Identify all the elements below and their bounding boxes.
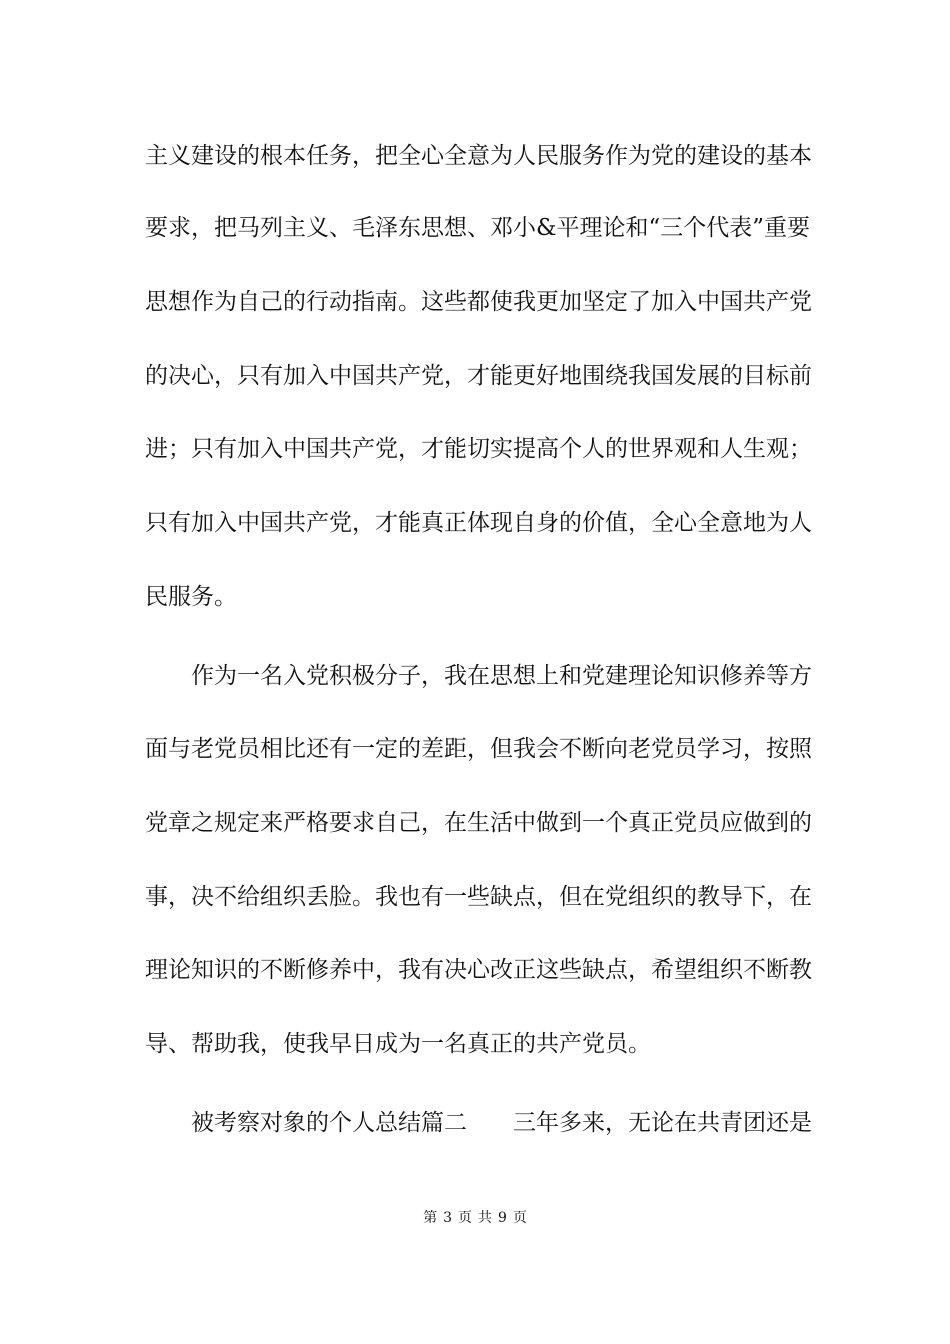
text-line: 民服务。 bbox=[145, 584, 237, 610]
text-line: 事，决不给组织丢脸。我也有一些缺点，但在党组织的教导下，在 bbox=[145, 884, 812, 910]
page-footer bbox=[0, 1208, 950, 1228]
text-line: 进；只有加入中国共产党，才能切实提高个人的世界观和人生观； bbox=[145, 436, 812, 462]
text-line: 要求，把马列主义、毛泽东思想、邓小&平理论和“三个代表”重要 bbox=[145, 215, 810, 241]
text-line: 主义建设的根本任务，把全心全意为人民服务作为党的建设的基本 bbox=[145, 143, 812, 169]
text-line: 作为一名入党积极分子，我在思想上和党建理论知识修养等方 bbox=[191, 663, 812, 689]
text-line: 被考察对象的个人总结篇二 三年多来，无论在共青团还是 bbox=[191, 1110, 812, 1136]
footer-page-word: 页 bbox=[458, 1210, 472, 1226]
text-line: 面与老党员相比还有一定的差距，但我会不断向老党员学习，按照 bbox=[145, 736, 812, 762]
text-line: 的决心，只有加入中国共产党，才能更好地围绕我国发展的目标前 bbox=[145, 363, 812, 389]
text-line: 党章之规定来严格要求自己，在生活中做到一个真正党员应做到的 bbox=[145, 810, 812, 836]
footer-suffix: 页 bbox=[512, 1210, 527, 1226]
footer-total-word: 共 bbox=[478, 1210, 492, 1226]
text-line: 理论知识的不断修养中，我有决心改正这些缺点，希望组织不断教 bbox=[145, 957, 812, 983]
footer-current-page: 3 bbox=[443, 1210, 452, 1226]
footer-total-pages: 9 bbox=[498, 1210, 507, 1226]
text-line: 只有加入中国共产党，才能真正体现自身的价值，全心全意地为人 bbox=[145, 510, 812, 536]
text-line: 导、帮助我，使我早日成为一名真正的共产党员。 bbox=[145, 1031, 651, 1057]
footer-prefix: 第 bbox=[423, 1210, 438, 1226]
text-line: 思想作为自己的行动指南。这些都使我更加坚定了加入中国共产党 bbox=[145, 289, 812, 315]
